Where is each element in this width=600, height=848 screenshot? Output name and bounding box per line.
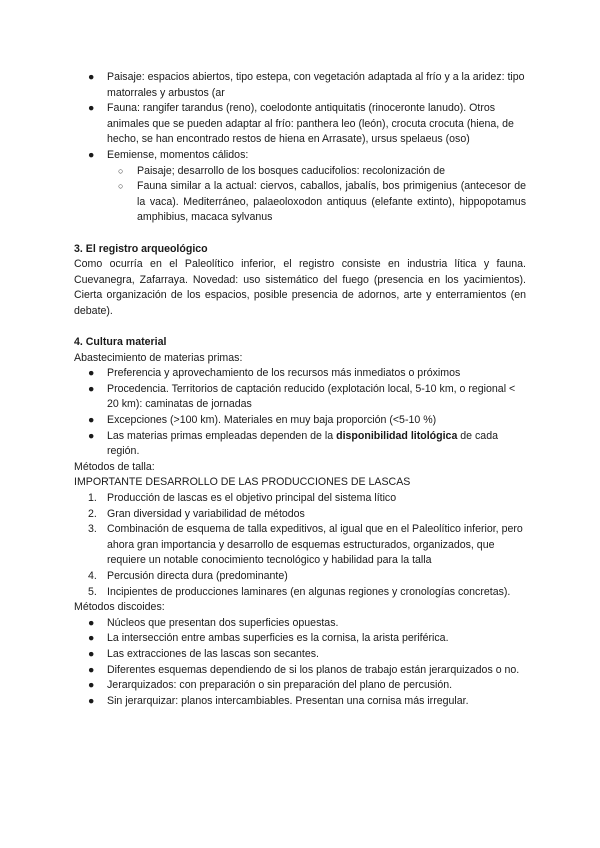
list-item-text: Las materias primas empleadas dependen de la xyxy=(107,429,337,442)
bullet-icon: ● xyxy=(88,148,95,161)
section-heading: 4. Cultura material xyxy=(74,336,167,349)
bullet-icon: ● xyxy=(88,616,95,629)
important-note: IMPORTANTE DESARROLLO DE LAS PRODUCCIONES DE LASCAS xyxy=(74,476,411,489)
abastecimiento-list xyxy=(74,366,526,460)
subsection-label: Métodos de talla: xyxy=(74,460,155,473)
bullet-icon: ● xyxy=(88,663,95,676)
list-item xyxy=(74,148,526,164)
list-number: 1. xyxy=(88,492,97,505)
bullet-icon: ● xyxy=(88,694,95,707)
list-item-text: Incipientes de producciones laminares (en algunas regiones y cronologías concretas). xyxy=(107,585,511,598)
list-item-text: Preferencia y aprovechamiento de los recursos más inmediatos o próximos xyxy=(107,367,461,380)
list-item xyxy=(74,678,526,694)
list-item-text: Procedencia. Territorios de captación reducido (explotación local, 5-10 km, o regional < 20 km): caminatas de jornadas xyxy=(107,382,516,411)
bullet-icon: ● xyxy=(88,367,95,380)
subsection-label: Abastecimiento de materias primas: xyxy=(74,351,243,364)
list-number: 2. xyxy=(88,507,97,520)
list-item-text: Sin jerarquizar: planos intercambiables. Presentan una cornisa más irregular. xyxy=(107,694,469,707)
list-item xyxy=(74,694,526,710)
list-number: 4. xyxy=(88,570,97,582)
list-item-text: Percusión directa dura (predominante) xyxy=(107,570,288,582)
discoides-list xyxy=(74,616,526,710)
list-item-text: Núcleos que presentan dos superficies opuestas. xyxy=(107,616,339,629)
bullet-icon: ● xyxy=(88,414,95,427)
list-item-text: Fauna: rangifer tarandus (reno), coelodonte antiquitatis (rinoceronte lanudo). Otros animales que se pueden adaptar al frío: panthera leo (león), crocuta crocuta (hiena, de hecho, se han encontrado restos de hiena en Arrasate), ursus spelaeus (oso) xyxy=(107,102,514,146)
list-item xyxy=(74,70,526,101)
bullet-icon: ● xyxy=(88,71,95,83)
list-item-text: Eemiense, momentos cálidos: xyxy=(107,148,249,161)
list-item xyxy=(74,366,526,382)
list-item-text: Gran diversidad y variabilidad de métodos xyxy=(107,507,305,520)
list-item xyxy=(74,647,526,663)
metodos-numbered-list xyxy=(74,491,526,600)
list-item xyxy=(74,413,526,429)
list-item-text: Paisaje; desarrollo de los bosques caducifolios: recolonización de xyxy=(137,164,445,177)
bullet-icon: ● xyxy=(88,679,95,692)
list-item xyxy=(74,101,526,148)
list-item-text: Paisaje: espacios abiertos, tipo estepa, con vegetación adaptada al frío y a la aridez: tipo matorrales y arbustos (ar xyxy=(107,71,525,99)
circle-bullet-icon: ○ xyxy=(118,181,124,192)
list-item-text: Excepciones (>100 km). Materiales en muy baja proporción (<5-10 %) xyxy=(107,414,437,427)
list-item xyxy=(74,382,526,413)
list-item xyxy=(74,631,526,647)
list-item-text: Jerarquizados: con preparación o sin preparación del plano de percusión. xyxy=(107,679,453,692)
circle-bullet-icon: ○ xyxy=(118,165,124,176)
list-item xyxy=(74,663,526,679)
bullet-icon: ● xyxy=(88,647,95,660)
section-heading: 3. El registro arqueológico xyxy=(74,242,208,255)
eemiense-sub-list xyxy=(107,164,526,226)
bullet-icon: ● xyxy=(88,429,95,442)
list-item-text: Fauna similar a la actual: ciervos, caballos, jabalís, bos primigenius (antecesor de la vaca). Mediterráneo, palaeoloxodon antiquus (elefante extinto), hippopotamus amphibius, macaca sylvanus xyxy=(137,180,526,224)
list-item-text: La intersección entre ambas superficies es la cornisa, la arista periférica. xyxy=(107,632,449,645)
list-item xyxy=(74,491,526,507)
section-paragraph: Como ocurría en el Paleolítico inferior, el registro consiste en industria lítica y fauna. Cuevanegra, Zafarraya. Novedad: uso sistemático del fuego (presencia en los yacimientos). Cierta organización de los espacios, posible presencia de adornos, arte y enterramientos (en debate). xyxy=(74,258,526,317)
list-item-text: Las extracciones de las lascas son secantes. xyxy=(107,647,319,660)
bullet-icon: ● xyxy=(88,102,95,115)
list-item-text: Diferentes esquemas dependiendo de si los planos de trabajo están jerarquizados o no. xyxy=(107,663,520,676)
list-item xyxy=(74,569,526,585)
list-item xyxy=(107,179,526,226)
subsection-label: Métodos discoides: xyxy=(74,601,165,614)
list-item xyxy=(74,507,526,523)
bullet-icon: ● xyxy=(88,632,95,645)
list-item xyxy=(74,616,526,632)
bullet-icon: ● xyxy=(88,382,95,395)
list-number: 5. xyxy=(88,585,97,598)
list-item xyxy=(74,429,526,460)
list-item-text: Combinación de esquema de talla expeditivos, al igual que en el Paleolítico inferior, pero ahora gran importancia y desarrollo de esquemas estructurados, organizados, que requiere un notable conocimiento tecnológico y habilidad para la talla xyxy=(107,523,523,567)
list-item xyxy=(74,585,526,601)
list-item xyxy=(107,164,526,180)
bold-term: disponibilidad litológica xyxy=(336,429,458,442)
list-item xyxy=(74,522,526,569)
climate-bullet-list xyxy=(74,70,526,164)
list-item-text: Producción de lascas es el objetivo principal del sistema lítico xyxy=(107,492,397,505)
list-item-text: de cada región. xyxy=(107,429,498,458)
list-number: 3. xyxy=(88,523,97,536)
